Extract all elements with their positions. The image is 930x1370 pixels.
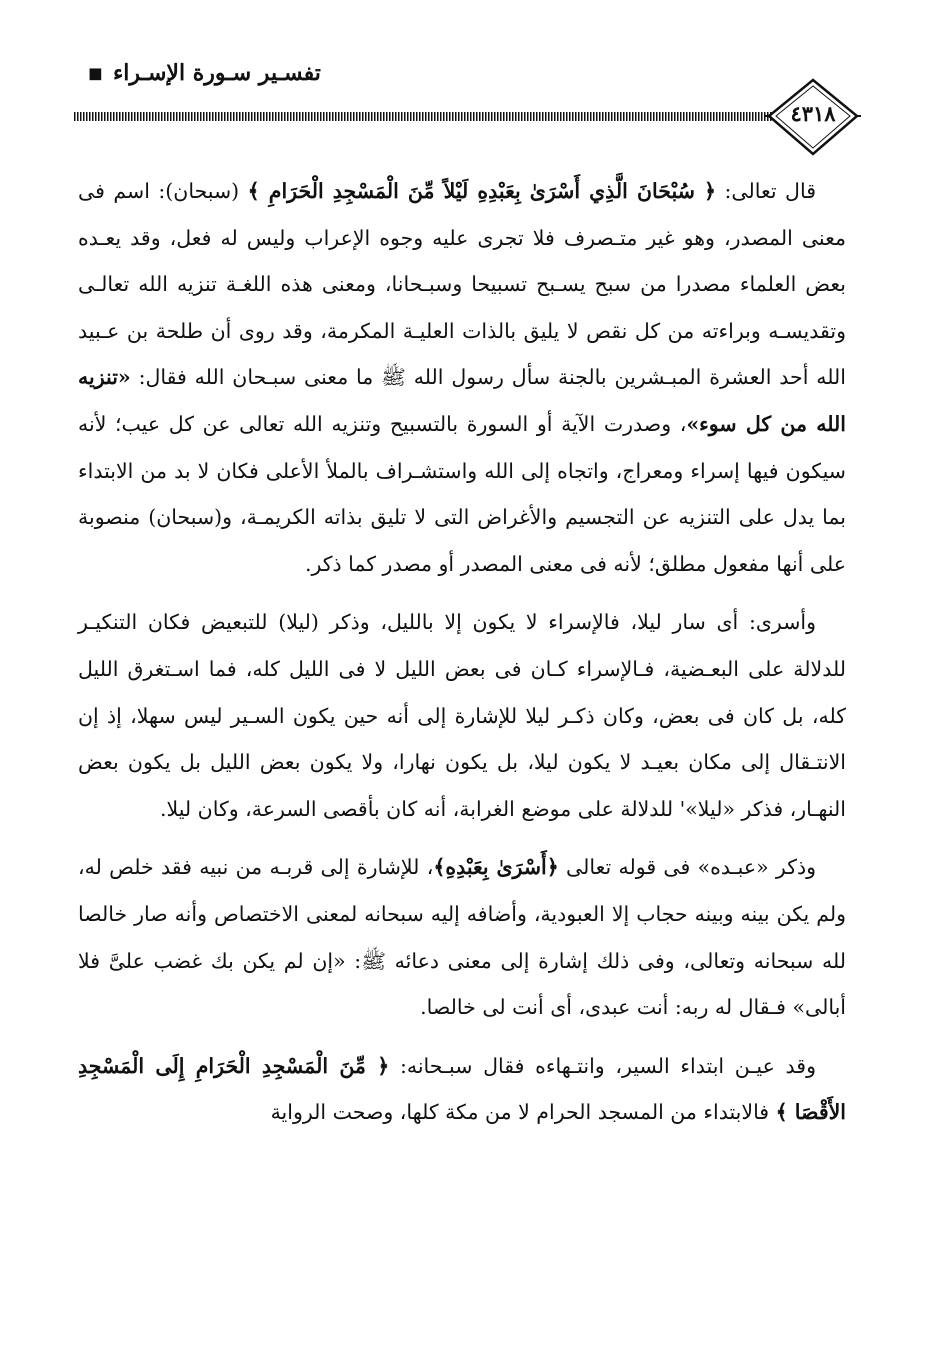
paragraph — [78, 168, 846, 587]
paragraph — [78, 599, 846, 832]
quran-verse: ﴿ مِّنَ الْمَسْجِدِ الْحَرَامِ إِلَى الْمَسْجِدِ الأَقْصَا ﴾ — [78, 1053, 846, 1125]
page-number: ٤٣١٨ — [790, 101, 836, 126]
quran-verse: ﴿ سُبْحَانَ الَّذِي أَسْرَىٰ بِعَبْدِهِ لَيْلاً مِّنَ الْمَسْجِدِ الْحَرَامِ ﴾ — [247, 179, 716, 203]
text-span: (سبحان): اسم فى معنى المصدر، وهو غير متـصرف فلا تجرى عليه وجوه الإعراب وليس له فعل، وقد يعـده بعض العلماء مصدرا من سبح يسـبح تسبيحا وسبـحانا، ومعنى هذه اللغـة تنزيه الله تعالـى وتقديسـه وبراءته من كل نقص لا يليق بالذات العليـة المكرمة، وقد روى أن طلحة بن عـبيد الله أحد العشرة المبـشرين بالجنة سأل رسول الله ﷺ ما معنى سبـحان الله فقال: — [78, 179, 846, 390]
text-span: ، للإشارة إلى قربـه من نبيه فقد خلص له، ولم يكن بينه وبينه حجاب إلا العبودية، وأضافه إليه سبحانه لمعنى الاختصاص وأنه صار خالصا لله سبحانه وتعالى، وفى ذلك إشارة إلى معنى دعائه ﷺ: «إن لم يكن بك غضب علىَّ فلا أبالى» فـقال له ربه: أنت عبدى، أى أنت لى خالصا. — [78, 855, 846, 1020]
paragraph — [78, 844, 846, 1030]
paragraph — [78, 1043, 846, 1136]
text-span: وقد عيـن ابتداء السير، وانتـهاءه فقال سبـحانه: — [389, 1053, 816, 1078]
surah-title: تفسـير سـورة الإسـراء — [112, 60, 321, 86]
text-span: وأسرى: أى سار ليلا، فالإسراء لا يكون إلا بالليل، وذكر (ليلا) للتبعيض فكان التنكيـر للدلالة على البعـضية، فـالإسراء كـان فى بعض الليل لا فى الليل كله، فما اسـتغرق الليل كله، بل كان فى بعض، وكان ذكـر ليلا للإشارة إلى أنه حين يكون السـير ليس سهلا، إذ إن الانتـقال إلى مكان بعيـد لا يكون ليلا، بل يكون نهارا، ولا يكون بعض الليل بل يكون بعض النهـار، فذكر «ليلا»' للدلالة على موضع الغرابة، أنه كان بأقصى السرعة، وكان ليلا. — [78, 610, 846, 821]
text-span: وذكر «عبـده» فى قوله تعالى — [558, 855, 816, 880]
quran-verse: ﴿أَسْرَىٰ بِعَبْدِهِ﴾ — [433, 855, 559, 880]
running-header — [88, 60, 321, 86]
page-number-badge — [765, 78, 861, 158]
body-text — [78, 168, 846, 1136]
text-span: فالابتداء من المسجد الحرام لا من مكة كلها، وصحت الرواية — [270, 1100, 776, 1125]
header-rule — [74, 112, 774, 121]
text-span: ، وصدرت الآية أو السورة بالتسبيح وتنزيه الله تعالى عن كل عيب؛ لأنه سيكون فيها إسراء ومعراج، واتجاه إلى الله واستشـراف بالملأ الأعلى فكان لا بد من الابتداء بما يدل على التنزيه عن التجسيم والأغراض التى لا تليق بذاته الكريمـة، و(سبحان) منصوبة على أنها مفعول مطلق؛ لأنه فى معنى المصدر أو مصدر كما ذكر. — [78, 411, 846, 576]
text-span: قال تعالى: — [716, 179, 816, 203]
header-ornament-icon: ◼ — [88, 62, 103, 84]
quran-verse: «تنزيه الله من كل سوء» — [78, 365, 846, 436]
